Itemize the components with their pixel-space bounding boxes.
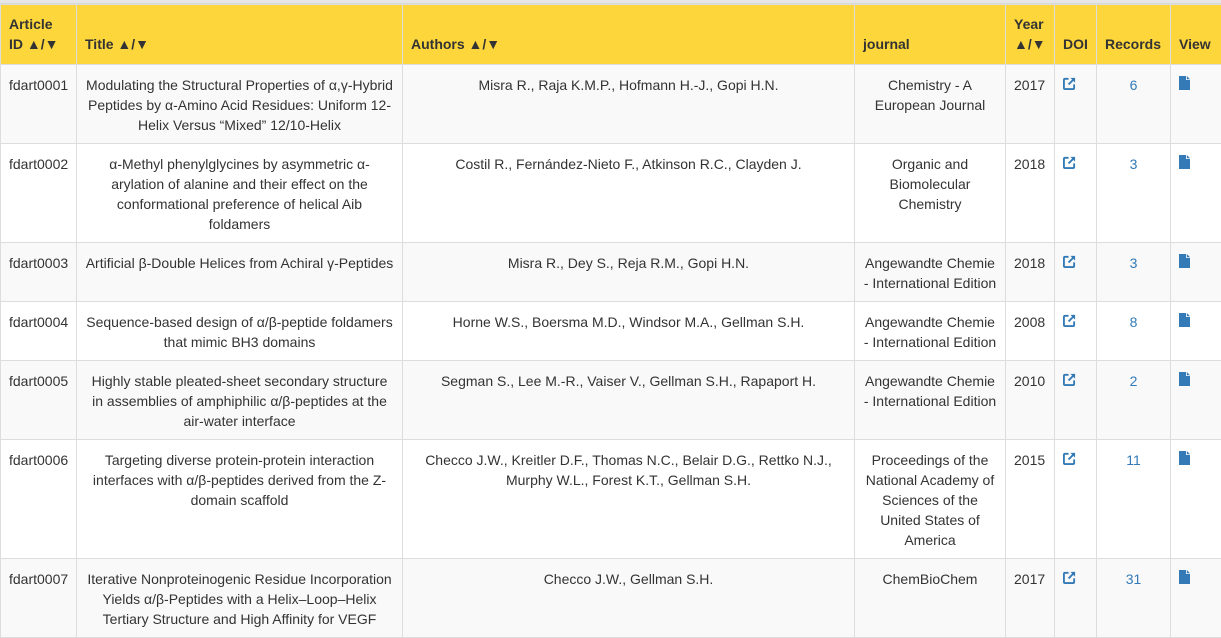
records-cell (1097, 65, 1171, 144)
year-cell: 2017 (1006, 559, 1055, 638)
title-cell: Targeting diverse protein-protein interaction interfaces with α/β-peptides derived from the Z-domain scaffold (77, 440, 403, 559)
article-id-cell: fdart0003 (1, 243, 77, 302)
title-cell: Iterative Nonproteinogenic Residue Incorporation Yields α/β-Peptides with a Helix–Loop–Helix Tertiary Structure and High Affinity for VEGF (77, 559, 403, 638)
article-id-cell: fdart0006 (1, 440, 77, 559)
title-cell: Artificial β-Double Helices from Achiral γ-Peptides (77, 243, 403, 302)
year-cell: 2010 (1006, 361, 1055, 440)
file-icon[interactable] (1179, 254, 1190, 268)
authors-cell: Costil R., Fernández-Nieto F., Atkinson R.C., Clayden J. (403, 144, 855, 243)
records-cell (1097, 440, 1171, 559)
records-link[interactable]: 6 (1130, 77, 1138, 93)
table-row (1, 361, 1221, 440)
doi-cell (1055, 144, 1097, 243)
authors-cell: Checco J.W., Kreitler D.F., Thomas N.C., Belair D.G., Rettko N.J., Murphy W.L., Forest K.T., Gellman S.H. (403, 440, 855, 559)
column-header-doi: DOI (1055, 5, 1097, 65)
column-header-authors[interactable]: Authors ▲/▼ (403, 5, 855, 65)
view-cell (1171, 361, 1221, 440)
external-link-icon[interactable] (1063, 156, 1076, 169)
external-link-icon[interactable] (1063, 373, 1076, 386)
records-cell (1097, 361, 1171, 440)
external-link-icon[interactable] (1063, 255, 1076, 268)
file-icon[interactable] (1179, 570, 1190, 584)
table-row (1, 243, 1221, 302)
column-header-title[interactable]: Title ▲/▼ (77, 5, 403, 65)
table-row (1, 559, 1221, 638)
journal-cell: Angewandte Chemie - International Edition (855, 302, 1006, 361)
article-id-cell: fdart0005 (1, 361, 77, 440)
external-link-icon[interactable] (1063, 77, 1076, 90)
records-link[interactable]: 2 (1130, 373, 1138, 389)
title-cell: Highly stable pleated-sheet secondary structure in assemblies of amphiphilic α/β-peptides at the air-water interface (77, 361, 403, 440)
article-id-cell: fdart0001 (1, 65, 77, 144)
records-link[interactable]: 3 (1130, 255, 1138, 271)
authors-cell: Segman S., Lee M.-R., Vaiser V., Gellman S.H., Rapaport H. (403, 361, 855, 440)
column-header-year[interactable]: Year ▲/▼ (1006, 5, 1055, 65)
table-row (1, 144, 1221, 243)
title-cell: Sequence-based design of α/β-peptide foldamers that mimic BH3 domains (77, 302, 403, 361)
year-cell: 2017 (1006, 65, 1055, 144)
year-cell: 2008 (1006, 302, 1055, 361)
year-cell: 2018 (1006, 243, 1055, 302)
journal-cell: Angewandte Chemie - International Edition (855, 243, 1006, 302)
articles-table (0, 4, 1221, 638)
external-link-icon[interactable] (1063, 452, 1076, 465)
file-icon[interactable] (1179, 76, 1190, 90)
doi-cell (1055, 361, 1097, 440)
journal-cell: Chemistry - A European Journal (855, 65, 1006, 144)
file-icon[interactable] (1179, 451, 1190, 465)
external-link-icon[interactable] (1063, 571, 1076, 584)
view-cell (1171, 144, 1221, 243)
records-link[interactable]: 11 (1126, 452, 1141, 468)
title-cell: Modulating the Structural Properties of α,γ-Hybrid Peptides by α-Amino Acid Residues: Uniform 12-Helix Versus “Mixed” 12/10-Helix (77, 65, 403, 144)
view-cell (1171, 440, 1221, 559)
file-icon[interactable] (1179, 313, 1190, 327)
table-row (1, 440, 1221, 559)
doi-cell (1055, 440, 1097, 559)
journal-cell: Angewandte Chemie - International Edition (855, 361, 1006, 440)
doi-cell (1055, 65, 1097, 144)
year-cell: 2018 (1006, 144, 1055, 243)
column-header-article-id[interactable]: Article ID ▲/▼ (1, 5, 77, 65)
title-cell: α-Methyl phenylglycines by asymmetric α-arylation of alanine and their effect on the conformational preference of helical Aib foldamers (77, 144, 403, 243)
table-row (1, 65, 1221, 144)
year-cell: 2015 (1006, 440, 1055, 559)
authors-cell: Horne W.S., Boersma M.D., Windsor M.A., Gellman S.H. (403, 302, 855, 361)
table-row (1, 302, 1221, 361)
article-id-cell: fdart0002 (1, 144, 77, 243)
view-cell (1171, 302, 1221, 361)
column-header-journal: journal (855, 5, 1006, 65)
authors-cell: Misra R., Dey S., Reja R.M., Gopi H.N. (403, 243, 855, 302)
view-cell (1171, 243, 1221, 302)
doi-cell (1055, 243, 1097, 302)
journal-cell: ChemBioChem (855, 559, 1006, 638)
file-icon[interactable] (1179, 155, 1190, 169)
records-cell (1097, 302, 1171, 361)
records-cell (1097, 243, 1171, 302)
view-cell (1171, 65, 1221, 144)
article-id-cell: fdart0004 (1, 302, 77, 361)
column-header-view: View (1171, 5, 1221, 65)
journal-cell: Proceedings of the National Academy of Sciences of the United States of America (855, 440, 1006, 559)
records-cell (1097, 144, 1171, 243)
records-cell (1097, 559, 1171, 638)
doi-cell (1055, 302, 1097, 361)
authors-cell: Misra R., Raja K.M.P., Hofmann H.-J., Gopi H.N. (403, 65, 855, 144)
records-link[interactable]: 31 (1126, 571, 1142, 587)
records-link[interactable]: 8 (1130, 314, 1138, 330)
article-id-cell: fdart0007 (1, 559, 77, 638)
column-header-records: Records (1097, 5, 1171, 65)
journal-cell: Organic and Biomolecular Chemistry (855, 144, 1006, 243)
table-header-row (1, 5, 1221, 65)
file-icon[interactable] (1179, 372, 1190, 386)
authors-cell: Checco J.W., Gellman S.H. (403, 559, 855, 638)
records-link[interactable]: 3 (1130, 156, 1138, 172)
doi-cell (1055, 559, 1097, 638)
external-link-icon[interactable] (1063, 314, 1076, 327)
view-cell (1171, 559, 1221, 638)
